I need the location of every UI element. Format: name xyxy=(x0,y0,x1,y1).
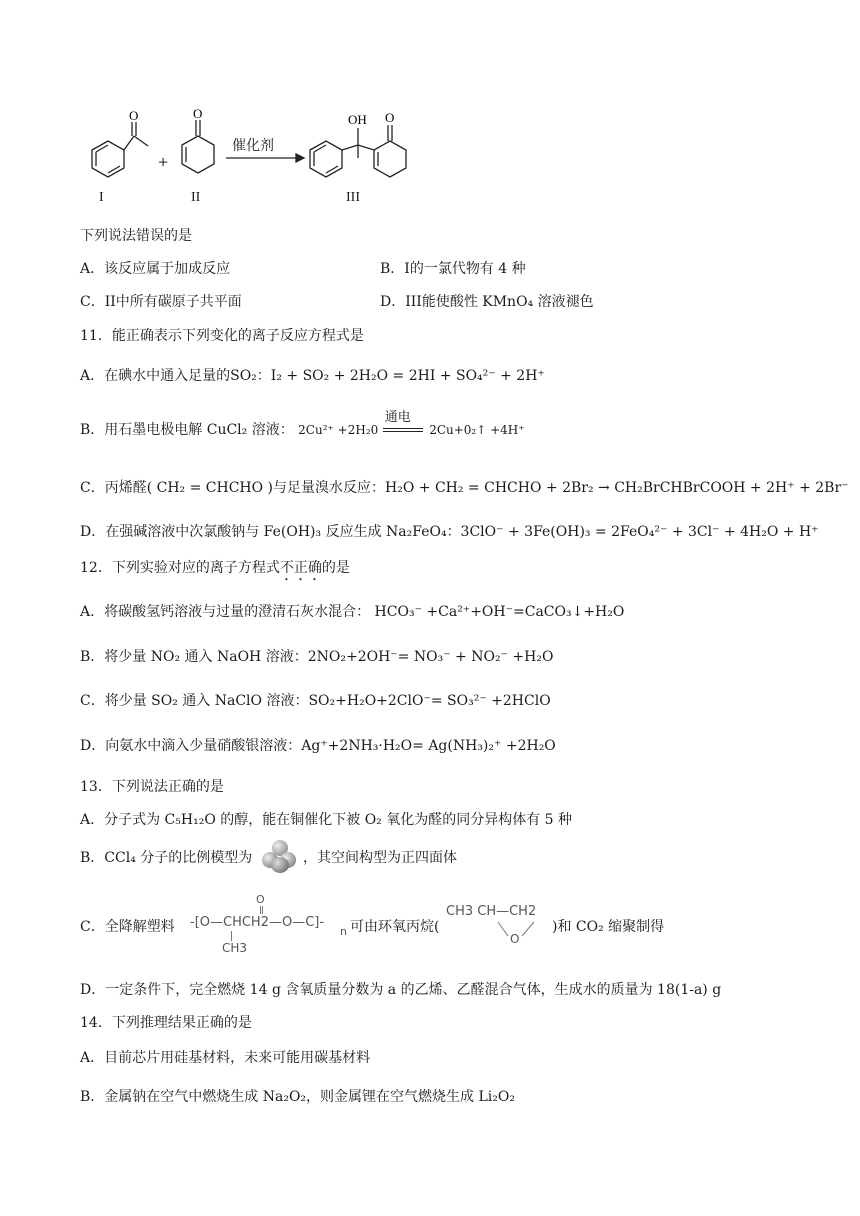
ccl4-space-filling-model xyxy=(262,840,298,874)
q14-stem: 14．下列推理结果正确的是 xyxy=(80,1015,252,1031)
label-iii: III xyxy=(346,190,360,205)
electrolysis-label: 通电 xyxy=(384,410,411,425)
molecule-ii xyxy=(182,120,214,173)
polymer-chain: -[O—CHCH2—O—C]- xyxy=(190,915,325,930)
molecule-i xyxy=(92,122,148,177)
label-i: I xyxy=(99,190,104,205)
hydroxyl-label: OH xyxy=(348,112,367,127)
q13-option-c-post: )和 CO₂ 缩聚制得 xyxy=(552,919,665,935)
q11-stem: 11．能正确表示下列变化的离子反应方程式是 xyxy=(80,328,364,344)
oxygen-label-1: O xyxy=(129,108,139,123)
q10-option-b: B．I的一氯代物有 4 种 xyxy=(380,261,526,277)
epoxide-structure xyxy=(444,900,552,950)
q13-option-b-post: ，其空间构型为正四面体 xyxy=(303,850,457,866)
q11-option-b-lhs: 2Cu²⁺ +2H₂0 xyxy=(298,423,379,437)
reaction-arrow xyxy=(226,154,304,162)
q12-option-c: C．将少量 SO₂ 通入 NaClO 溶液：SO₂+H₂O+2ClO⁻= SO₃²⁻ +2HClO xyxy=(80,693,551,709)
q12-stem-pre: 12．下列实验对应的离子方程式 xyxy=(80,560,280,576)
q12-option-b: B．将少量 NO₂ 通入 NaOH 溶液：2NO₂+2OH⁻= NO₃⁻ + NO₂⁻ +H₂O xyxy=(80,649,554,665)
q11-option-b-prefix: B．用石墨电极电解 CuCl₂ 溶液： xyxy=(80,422,294,438)
q13-option-b-pre: B．CCl₄ 分子的比例模型为 xyxy=(80,850,253,866)
q13-option-a: A．分子式为 C₅H₁₂O 的醇，能在铜催化下被 O₂ 氧化为醛的同分异构体有 5 种 xyxy=(80,812,573,828)
q11-option-b xyxy=(80,410,525,440)
q11-option-c: C．丙烯醛( CH₂ = CHCHO )与足量溴水反应：H₂O + CH₂ = CHCHO + 2Br₂ → CH₂BrCHBrCOOH + 2H⁺ + 2Br⁻ xyxy=(80,480,849,496)
q10-option-a: A．该反应属于加成反应 xyxy=(80,261,231,277)
q13-option-c-mid: 可由环氧丙烷( xyxy=(350,919,440,935)
polymer-carbonyl-o: O xyxy=(256,893,265,906)
plus-sign: + xyxy=(158,152,169,172)
polymer-structure xyxy=(190,893,350,963)
polymer-n: n xyxy=(340,925,347,938)
oxygen-label-2: O xyxy=(193,106,203,121)
q12-option-a: A．将碳酸氢钙溶液与过量的澄清石灰水混合： HCO₃⁻ +Ca²⁺+OH⁻=CaCO₃↓+H₂O xyxy=(80,604,625,620)
epoxide-top: CH3 CH—CH2 xyxy=(446,904,537,919)
label-ii: II xyxy=(191,190,201,205)
oxygen-label-3: O xyxy=(385,110,395,125)
q13-option-d: D．一定条件下，完全燃烧 14 g 含氧质量分数为 a 的乙烯、乙醛混合气体，生成水的质量为 18(1-a) g xyxy=(80,982,722,998)
q12-stem-post: 的是 xyxy=(321,560,350,576)
q12-stem-emphasis: 不正确 xyxy=(279,560,322,576)
q10-option-d: D．III能使酸性 KMnO₄ 溶液褪色 xyxy=(380,294,594,310)
molecule-iii xyxy=(310,125,406,177)
reaction-scheme xyxy=(70,100,430,210)
q14-option-b: B．金属钠在空气中燃烧生成 Na₂O₂，则金属锂在空气燃烧生成 Li₂O₂ xyxy=(80,1089,515,1105)
epoxide-o: O xyxy=(510,932,520,946)
q11-option-b-rhs: 2Cu+0₂↑ +4H⁺ xyxy=(429,423,525,437)
q13-option-c-pre: C．全降解塑料 xyxy=(80,919,175,935)
electrolysis-sign xyxy=(383,410,425,440)
q14-option-a: A．目前芯片用硅基材料，未来可能用碳基材料 xyxy=(80,1050,371,1066)
catalyst-label: 催化剂 xyxy=(232,138,274,154)
q11-option-a: A．在碘水中通入足量的SO₂：I₂ + SO₂ + 2H₂O = 2HI + SO₄²⁻ + 2H⁺ xyxy=(80,368,545,384)
q10-option-c: C．II中所有碳原子共平面 xyxy=(80,294,242,310)
q11-option-d: D．在强碱溶液中次氯酸钠与 Fe(OH)₃ 反应生成 Na₂FeO₄：3ClO⁻ + 3Fe(OH)₃ = 2FeO₄²⁻ + 3Cl⁻ + 4H₂O + H⁺ xyxy=(80,524,819,540)
q12-stem xyxy=(80,558,350,584)
q13-stem: 13．下列说法正确的是 xyxy=(80,779,224,795)
q12-option-d: D．向氨水中滴入少量硝酸银溶液：Ag⁺+2NH₃·H₂O= Ag(NH₃)₂⁺ +2H₂O xyxy=(80,738,556,754)
q10-stem: 下列说法错误的是 xyxy=(80,228,192,244)
polymer-ch3: CH3 xyxy=(222,941,248,955)
